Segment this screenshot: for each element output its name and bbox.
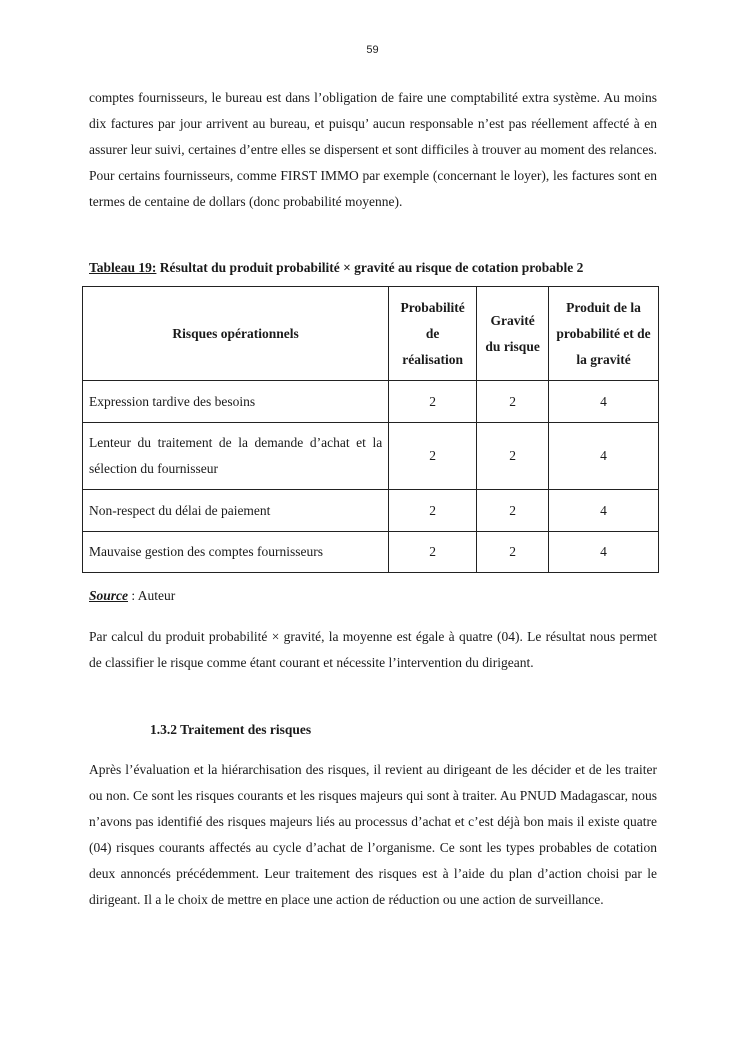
risk-cell: Expression tardive des besoins: [83, 381, 389, 423]
gravity-cell: 2: [477, 381, 549, 423]
header-gravity: Gravité du risque: [477, 287, 549, 381]
gravity-cell: 2: [477, 490, 549, 532]
product-cell: 4: [549, 490, 659, 532]
header-risk: Risques opérationnels: [83, 287, 389, 381]
source-label: Source: [89, 588, 129, 603]
paragraph-calculation: Par calcul du produit probabilité × gravité, la moyenne est égale à quatre (04). Le résultat nous permet de classifier le risque comme étant courant et nécessite l’intervention du dirigeant.: [89, 629, 657, 670]
table-caption-label: Tableau 19:: [89, 260, 157, 275]
source-text: : Auteur: [128, 588, 176, 603]
table-source: [89, 583, 175, 609]
risk-table: [82, 286, 659, 573]
product-cell: 4: [549, 381, 659, 423]
gravity-cell: 2: [477, 423, 549, 490]
product-cell: 4: [549, 423, 659, 490]
table-header-row: [83, 287, 659, 381]
page-number: 59: [366, 44, 379, 56]
risk-cell: Lenteur du traitement de la demande d’achat et la sélection du fournisseur: [83, 423, 389, 490]
product-cell: 4: [549, 532, 659, 573]
table-row: [83, 532, 659, 573]
risk-cell: Non-respect du délai de paiement: [83, 490, 389, 532]
probability-cell: 2: [389, 381, 477, 423]
table-row: [83, 490, 659, 532]
table-caption-text: Résultat du produit probabilité × gravité au risque de cotation probable 2: [156, 260, 584, 275]
probability-cell: 2: [389, 423, 477, 490]
gravity-cell: 2: [477, 532, 549, 573]
paragraph-treatment: Après l’évaluation et la hiérarchisation des risques, il revient au dirigeant de les décider et de les traiter ou non. Ce sont les risques courants et les risques majeurs qui sont à traiter. Au PNUD Madagascar, nous n’avons pas identifié des risques majeurs liés au processus d’achat et c’est déjà bon mais il existe quatre (04) risques courants affectés au cycle d’achat de l’organisme. Ce sont les types probables de cotation deux annoncés précédemment. Leur traitement des risques est à l’aide du plan d’action choisi par le dirigeant. Il a le choix de mettre en place une action de réduction ou une action de surveillance.: [89, 762, 657, 907]
header-product: Produit de la probabilité et de la gravité: [549, 287, 659, 381]
table-row: [83, 423, 659, 490]
paragraph-intro: comptes fournisseurs, le bureau est dans l’obligation de faire une comptabilité extra système. Au moins dix factures par jour arrivent au bureau, et puisqu’ aucun responsable n’est pas réellement affecté à en assurer leur suivi, certaines d’entre elles se dispersent et sont difficiles à trouver au moment des relances. Pour certains fournisseurs, comme FIRST IMMO par exemple (concernant le loyer), les factures sont en termes de centaine de dollars (donc probabilité moyenne).: [89, 90, 657, 209]
table-row: [83, 381, 659, 423]
table-caption: [89, 255, 669, 281]
header-probability: Probabilité de réalisation: [389, 287, 477, 381]
probability-cell: 2: [389, 532, 477, 573]
probability-cell: 2: [389, 490, 477, 532]
section-heading: 1.3.2 Traitement des risques: [150, 722, 312, 737]
risk-cell: Mauvaise gestion des comptes fournisseurs: [83, 532, 389, 573]
